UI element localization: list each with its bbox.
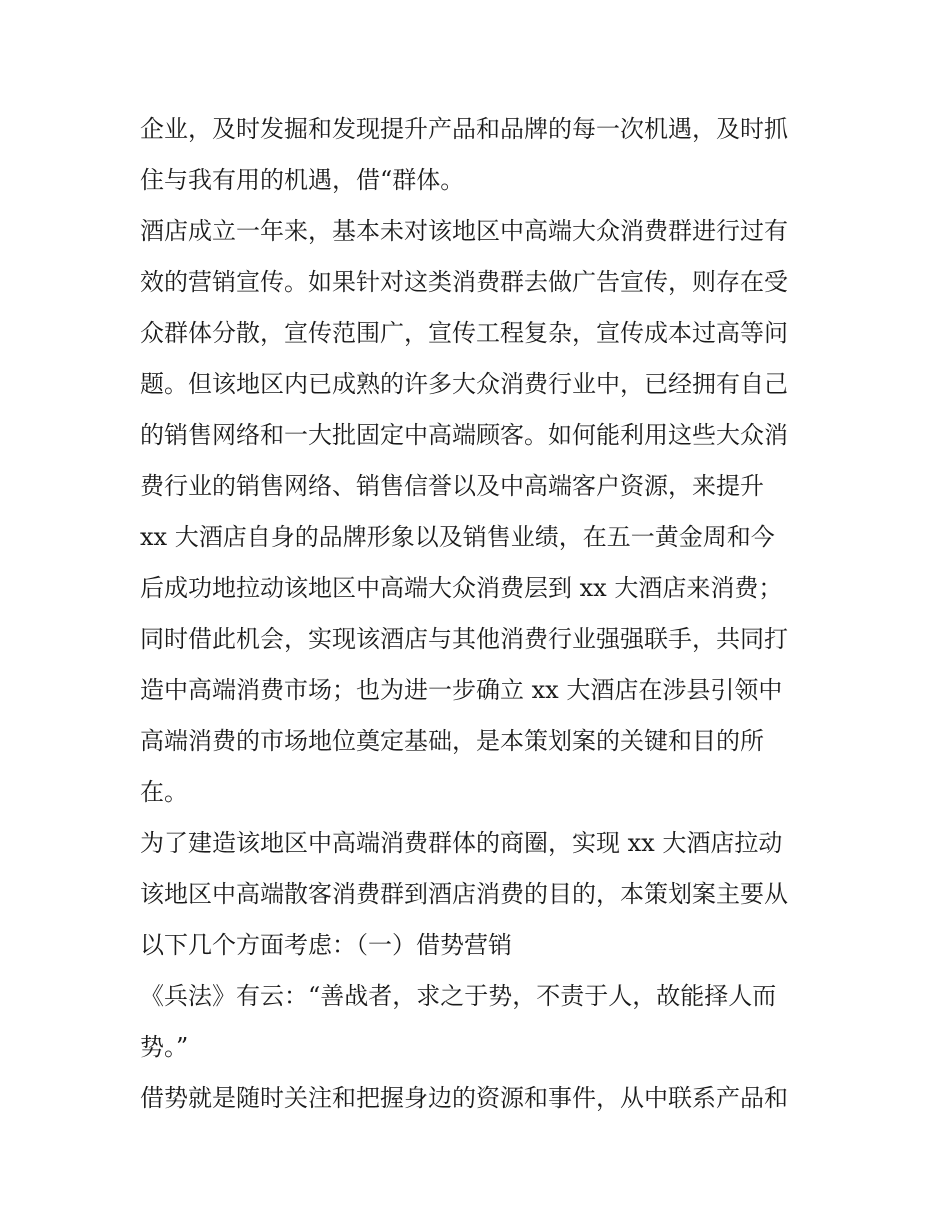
- text-line: 高端消费的市场地位奠定基础，是本策划案的关键和目的所: [140, 727, 764, 755]
- text-line: 势。”: [140, 1033, 189, 1061]
- text-line: 费行业的销售网络、销售信誉以及中高端客户资源，来提升: [140, 472, 764, 500]
- text-line: 题。但该地区内已成熟的许多大众消费行业中，已经拥有自己: [140, 370, 788, 398]
- text-line: 以下几个方面考虑：（一）借势营销: [140, 931, 512, 959]
- text-line: 企业，及时发掘和发现提升产品和品牌的每一次机遇，及时抓: [140, 115, 788, 143]
- text-line: 酒店成立一年来，基本未对该地区中高端大众消费群进行过有: [140, 217, 788, 245]
- text-line: 《兵法》有云：“善战者，求之于势，不责于人，故能择人而: [140, 982, 777, 1010]
- text-line: 造中高端消费市场；也为进一步确立 xx 大酒店在涉县引领中: [140, 676, 783, 704]
- document-body: [140, 104, 820, 1124]
- text-line: xx 大酒店自身的品牌形象以及销售业绩，在五一黄金周和今: [140, 523, 775, 551]
- text-line: 后成功地拉动该地区中高端大众消费层到 xx 大酒店来消费；: [140, 574, 783, 602]
- text-line: 众群体分散，宣传范围广，宣传工程复杂，宣传成本过高等问: [140, 319, 788, 347]
- text-line: 同时借此机会，实现该酒店与其他消费行业强强联手，共同打: [140, 625, 788, 653]
- text-line: 在。: [140, 778, 188, 806]
- text-line: 效的营销宣传。如果针对这类消费群去做广告宣传，则存在受: [140, 268, 788, 296]
- text-line: 借势就是随时关注和把握身边的资源和事件，从中联系产品和: [140, 1084, 788, 1112]
- text-line: 为了建造该地区中高端消费群体的商圈，实现 xx 大酒店拉动: [140, 829, 783, 857]
- text-line: 住与我有用的机遇，借“群体。: [140, 166, 465, 194]
- text-line: 的销售网络和一大批固定中高端顾客。如何能利用这些大众消: [140, 421, 788, 449]
- text-line: 该地区中高端散客消费群到酒店消费的目的，本策划案主要从: [140, 880, 788, 908]
